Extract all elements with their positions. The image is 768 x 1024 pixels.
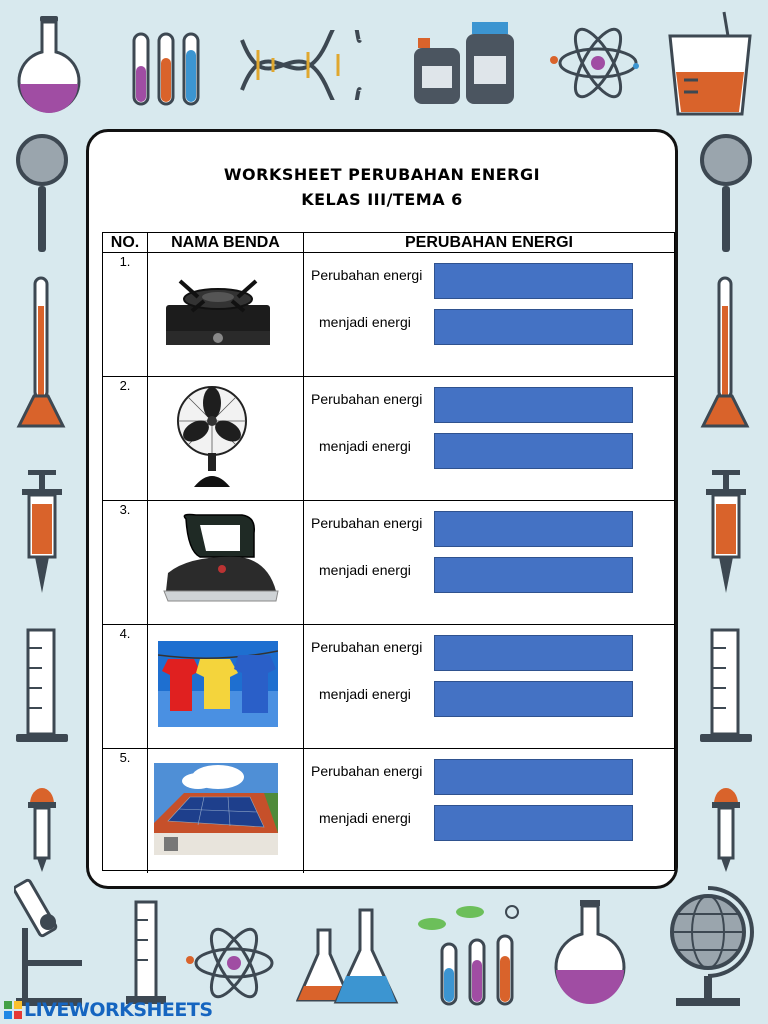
- dropper-icon: [26, 784, 58, 874]
- item-image-cell: [148, 377, 304, 500]
- row-number: 2.: [103, 377, 148, 500]
- energy-from-input[interactable]: [434, 387, 633, 423]
- energy-table: [102, 232, 675, 871]
- thermometer-icon: [16, 276, 66, 432]
- energy-from-label: Perubahan energi: [311, 391, 423, 407]
- graduated-cylinder-icon: [14, 628, 70, 746]
- table-row: [103, 501, 674, 625]
- dropper-icon: [710, 784, 742, 874]
- atom-icon: [548, 20, 640, 106]
- electric-fan-icon: [174, 383, 250, 493]
- energy-from-input[interactable]: [434, 635, 633, 671]
- worksheet-title: WORKSHEET PERUBAHAN ENERGI: [223, 165, 541, 184]
- row-number: 1.: [103, 253, 148, 376]
- energy-from-input[interactable]: [434, 759, 633, 795]
- graduated-cylinder-icon: [698, 628, 754, 746]
- worksheet-subtitle: KELAS III/TEMA 6: [301, 190, 463, 209]
- energy-to-label: menjadi energi: [319, 438, 411, 454]
- solar-panel-house-icon: [154, 763, 278, 855]
- item-image-cell: [148, 253, 304, 376]
- energy-change-cell: [304, 501, 674, 624]
- syringe-icon: [18, 468, 66, 596]
- round-flask-icon: [550, 898, 630, 1008]
- liveworksheets-brand: LIVEWORKSHEETS: [24, 999, 213, 1021]
- energy-change-cell: [304, 749, 674, 873]
- magnifier-icon: [698, 132, 754, 256]
- energy-to-label: menjadi energi: [319, 686, 411, 702]
- energy-change-cell: [304, 253, 674, 376]
- microscope-icon: [14, 872, 90, 1008]
- energy-to-input[interactable]: [434, 557, 633, 593]
- energy-to-input[interactable]: [434, 433, 633, 469]
- liveworksheets-logo[interactable]: [4, 999, 213, 1021]
- energy-from-label: Perubahan energi: [311, 639, 423, 655]
- row-number: 5.: [103, 749, 148, 873]
- header-energy-change: PERUBAHAN ENERGI: [304, 233, 674, 253]
- liveworksheets-logo-icon: [4, 1001, 22, 1019]
- table-row: [103, 625, 674, 749]
- energy-to-label: menjadi energi: [319, 314, 411, 330]
- energy-from-input[interactable]: [434, 511, 633, 547]
- energy-from-label: Perubahan energi: [311, 763, 423, 779]
- round-flask-icon: [14, 14, 84, 114]
- thermometer-icon: [700, 276, 750, 432]
- energy-from-input[interactable]: [434, 263, 633, 299]
- table-row: [103, 377, 674, 501]
- table-row: [103, 749, 674, 873]
- plant-tubes-icon: [414, 900, 526, 1008]
- clothes-iron-icon: [160, 511, 280, 611]
- graduated-cylinder-icon: [124, 900, 168, 1006]
- flasks-icon: [296, 906, 402, 1008]
- row-number: 4.: [103, 625, 148, 748]
- energy-to-input[interactable]: [434, 309, 633, 345]
- magnifier-icon: [14, 132, 70, 256]
- row-number: 3.: [103, 501, 148, 624]
- beaker-icon: [664, 10, 756, 120]
- energy-to-label: menjadi energi: [319, 810, 411, 826]
- clothes-drying-in-sun-icon: [158, 641, 278, 727]
- header-item-name: NAMA BENDA: [148, 233, 304, 253]
- item-image-cell: [148, 625, 304, 748]
- energy-change-cell: [304, 625, 674, 748]
- energy-to-label: menjadi energi: [319, 562, 411, 578]
- energy-change-cell: [304, 377, 674, 500]
- gas-stove-icon: [162, 275, 274, 351]
- energy-from-label: Perubahan energi: [311, 515, 423, 531]
- energy-from-label: Perubahan energi: [311, 267, 423, 283]
- item-image-cell: [148, 749, 304, 873]
- test-tubes-icon: [130, 28, 205, 108]
- syringe-icon: [702, 468, 750, 596]
- globe-icon: [664, 868, 754, 1008]
- item-image-cell: [148, 501, 304, 624]
- atom-icon: [184, 920, 276, 1006]
- energy-to-input[interactable]: [434, 805, 633, 841]
- table-row: [103, 253, 674, 377]
- dna-icon: [238, 30, 363, 100]
- header-no: NO.: [103, 233, 148, 253]
- jars-icon: [410, 18, 518, 108]
- energy-to-input[interactable]: [434, 681, 633, 717]
